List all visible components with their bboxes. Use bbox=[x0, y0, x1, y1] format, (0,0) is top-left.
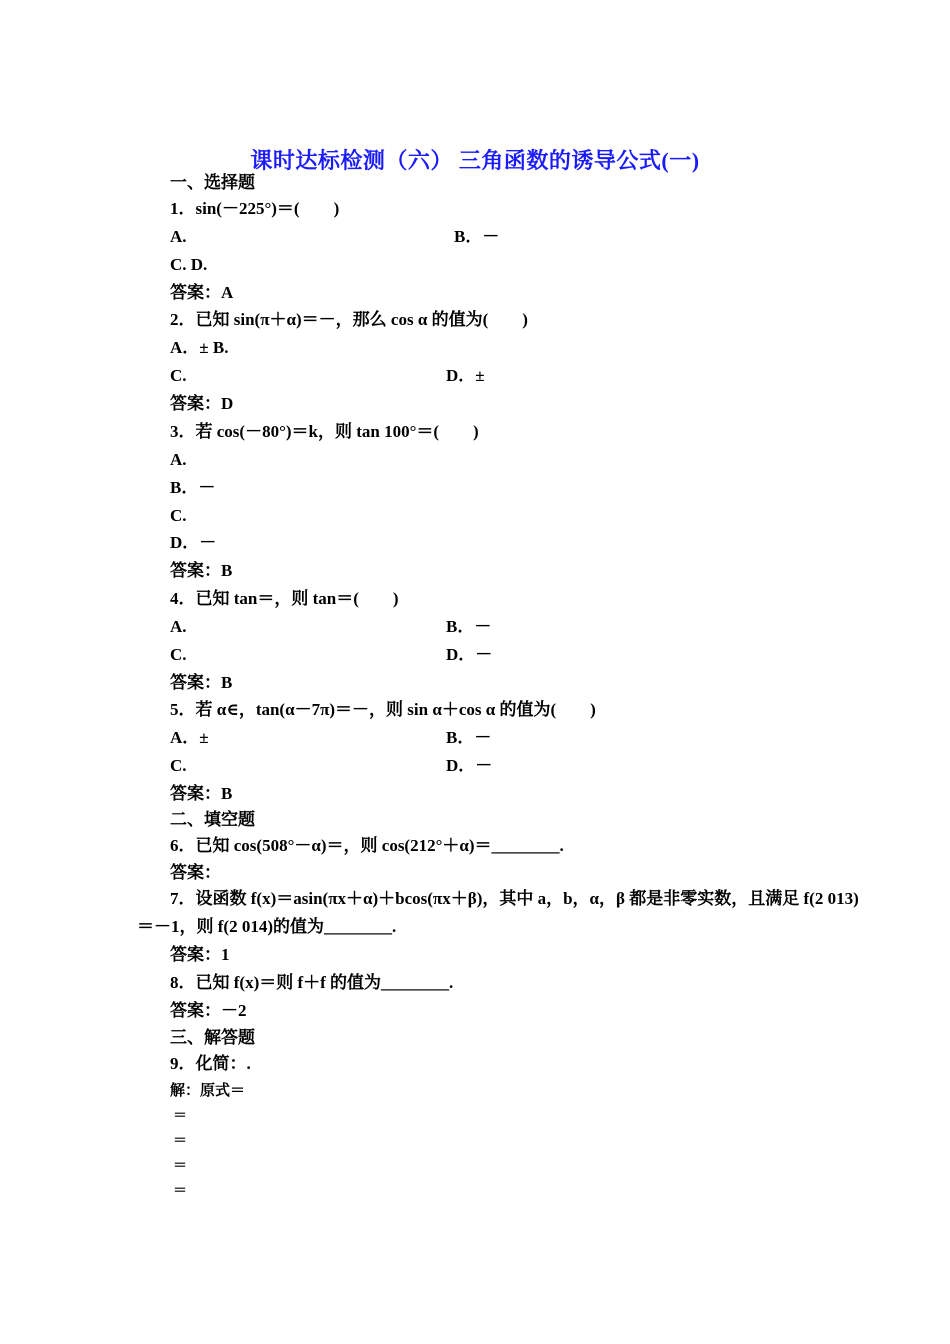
section-heading-solve: 三、解答题 bbox=[170, 1028, 255, 1047]
q1-option-b: B．－ bbox=[454, 227, 500, 246]
q4-option-c: C. bbox=[170, 645, 187, 664]
q2-answer: 答案：D bbox=[170, 394, 234, 413]
q2-stem: 2．已知 sin(π＋α)＝－，那么 cos α 的值为( ) bbox=[170, 310, 528, 329]
q1-option-cd: C. D. bbox=[170, 255, 208, 274]
q9-step-1: ＝ bbox=[173, 1109, 187, 1124]
page-title: 课时达标检测（六） 三角函数的诱导公式(一) bbox=[250, 148, 700, 173]
q4-option-b: B．－ bbox=[446, 617, 492, 636]
q5-option-b: B．－ bbox=[446, 728, 492, 747]
q5-option-a: A．± bbox=[170, 728, 209, 747]
q2-option-c: C. bbox=[170, 366, 187, 385]
q5-answer: 答案：B bbox=[170, 784, 233, 803]
q3-option-a: A. bbox=[170, 450, 187, 469]
q9-solution-start: 解：原式＝ bbox=[170, 1083, 246, 1099]
q9-step-2: ＝ bbox=[173, 1134, 187, 1149]
q3-stem: 3．若 cos(－80°)＝k，则 tan 100°＝( ) bbox=[170, 422, 479, 441]
q3-option-c: C. bbox=[170, 506, 187, 525]
q1-option-a: A. bbox=[170, 227, 187, 246]
q1-answer: 答案：A bbox=[170, 283, 234, 302]
q6-answer: 答案： bbox=[170, 863, 221, 882]
q2-option-ab: A．± B. bbox=[170, 338, 229, 357]
q4-option-a: A. bbox=[170, 617, 187, 636]
section-heading-fill: 二、填空题 bbox=[170, 810, 255, 829]
q7-stem-line1: 7．设函数 f(x)＝asin(πx＋α)＋bcos(πx＋β)，其中 a，b，α，β 都是非零实数，且满足 f(2 013) bbox=[170, 889, 859, 908]
q4-stem: 4．已知 tan＝，则 tan＝( ) bbox=[170, 589, 399, 608]
q9-step-4: ＝ bbox=[173, 1184, 187, 1199]
q7-answer: 答案：1 bbox=[170, 945, 230, 964]
q2-option-d: D．± bbox=[446, 366, 485, 385]
q8-stem: 8．已知 f(x)＝则 f＋f 的值为________. bbox=[170, 973, 454, 992]
section-heading-choice: 一、选择题 bbox=[170, 173, 255, 192]
q6-stem: 6．已知 cos(508°－α)＝，则 cos(212°＋α)＝________. bbox=[170, 836, 564, 855]
q3-option-b: B．－ bbox=[170, 478, 216, 497]
q3-answer: 答案：B bbox=[170, 561, 233, 580]
q1-stem: 1．sin(－225°)＝( ) bbox=[170, 199, 340, 218]
q9-step-3: ＝ bbox=[173, 1159, 187, 1174]
q7-stem-line2: ＝－1，则 f(2 014)的值为________. bbox=[137, 917, 397, 936]
q9-stem: 9．化简：. bbox=[170, 1054, 251, 1073]
q4-option-d: D．－ bbox=[446, 645, 493, 664]
q3-option-d: D．－ bbox=[170, 533, 217, 552]
q5-option-d: D．－ bbox=[446, 756, 493, 775]
q5-stem: 5．若 α∈，tan(α－7π)＝－，则 sin α＋cos α 的值为( ) bbox=[170, 700, 596, 719]
q8-answer: 答案：－2 bbox=[170, 1001, 247, 1020]
q4-answer: 答案：B bbox=[170, 673, 233, 692]
q5-option-c: C. bbox=[170, 756, 187, 775]
